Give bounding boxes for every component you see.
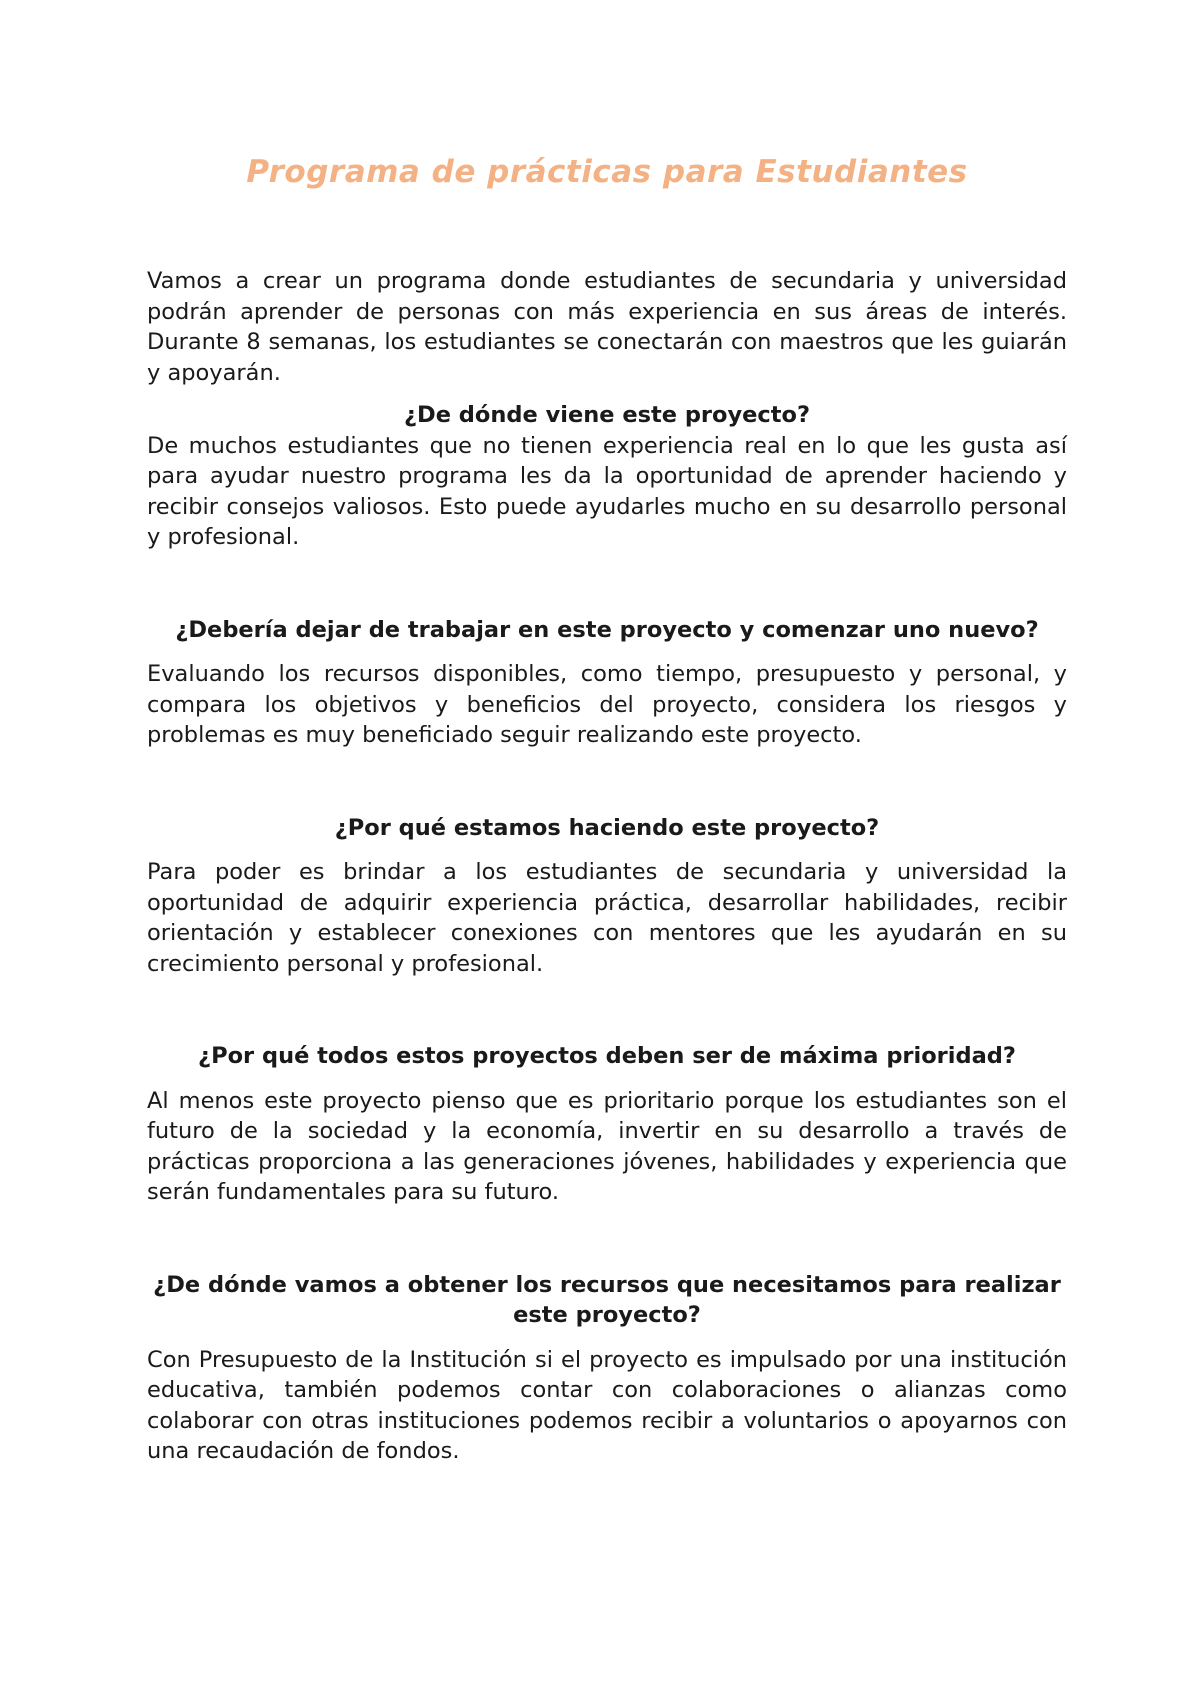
section-heading-priority: ¿Por qué todos estos proyectos deben ser de máxima prioridad?: [198, 1043, 1016, 1069]
section-purpose: [147, 813, 1067, 980]
section-body-priority: Al menos este proyecto pienso que es prioritario porque los estudiantes son el futuro de la sociedad y la economía, invertir en su desarrollo a través de prácticas proporciona a las generaciones jóvenes, habilidades y experiencia que serán fundamentales para su futuro.: [147, 1087, 1067, 1205]
document-title: Programa de prácticas para Estudiantes: [246, 154, 968, 190]
section-continue: [147, 615, 1067, 751]
section-origin: [147, 400, 1067, 553]
section-body-continue: Evaluando los recursos disponibles, como tiempo, presupuesto y personal, y compara los objetivos y beneficios del proyecto, considera los riesgos y problemas es muy beneficiado seguir realizando este proyecto.: [147, 661, 1067, 748]
section-heading-continue: ¿Debería dejar de trabajar en este proyecto y comenzar uno nuevo?: [175, 616, 1039, 643]
section-body-purpose: Para poder es brindar a los estudiantes de secundaria y universidad la oportunidad de adquirir experiencia práctica, desarrollar habilidades, recibir orientación y establecer conexiones con mentores que les ayudarán en su crecimiento personal y profesional.: [147, 859, 1067, 977]
section-heading-origin: ¿De dónde viene este proyecto?: [403, 402, 811, 428]
section-heading-resources: ¿De dónde vamos a obtener los recursos que necesitamos para realizar este proyecto?: [153, 1271, 1061, 1328]
section-heading-purpose: ¿Por qué estamos haciendo este proyecto?: [334, 814, 880, 841]
section-body-resources: Con Presupuesto de la Institución si el proyecto es impulsado por una institución educativa, también podemos contar con colaboraciones o alianzas como colaborar con otras instituciones podemos recibir a voluntarios o apoyarnos con una recaudación de fondos.: [147, 1346, 1067, 1464]
intro-paragraph: Vamos a crear un programa donde estudiantes de secundaria y universidad podrán aprender de personas con más experiencia en sus áreas de interés. Durante 8 semanas, los estudiantes se conectarán con maestros que les guiarán y apoyarán.: [147, 268, 1067, 386]
section-body-origin: De muchos estudiantes que no tienen experiencia real en lo que les gusta así para ayudar nuestro programa les da la oportunidad de aprender haciendo y recibir consejos valiosos. Esto puede ayudarles mucho en su desarrollo personal y profesional.: [147, 432, 1067, 550]
section-resources: [147, 1270, 1067, 1467]
section-priority: [147, 1041, 1067, 1208]
